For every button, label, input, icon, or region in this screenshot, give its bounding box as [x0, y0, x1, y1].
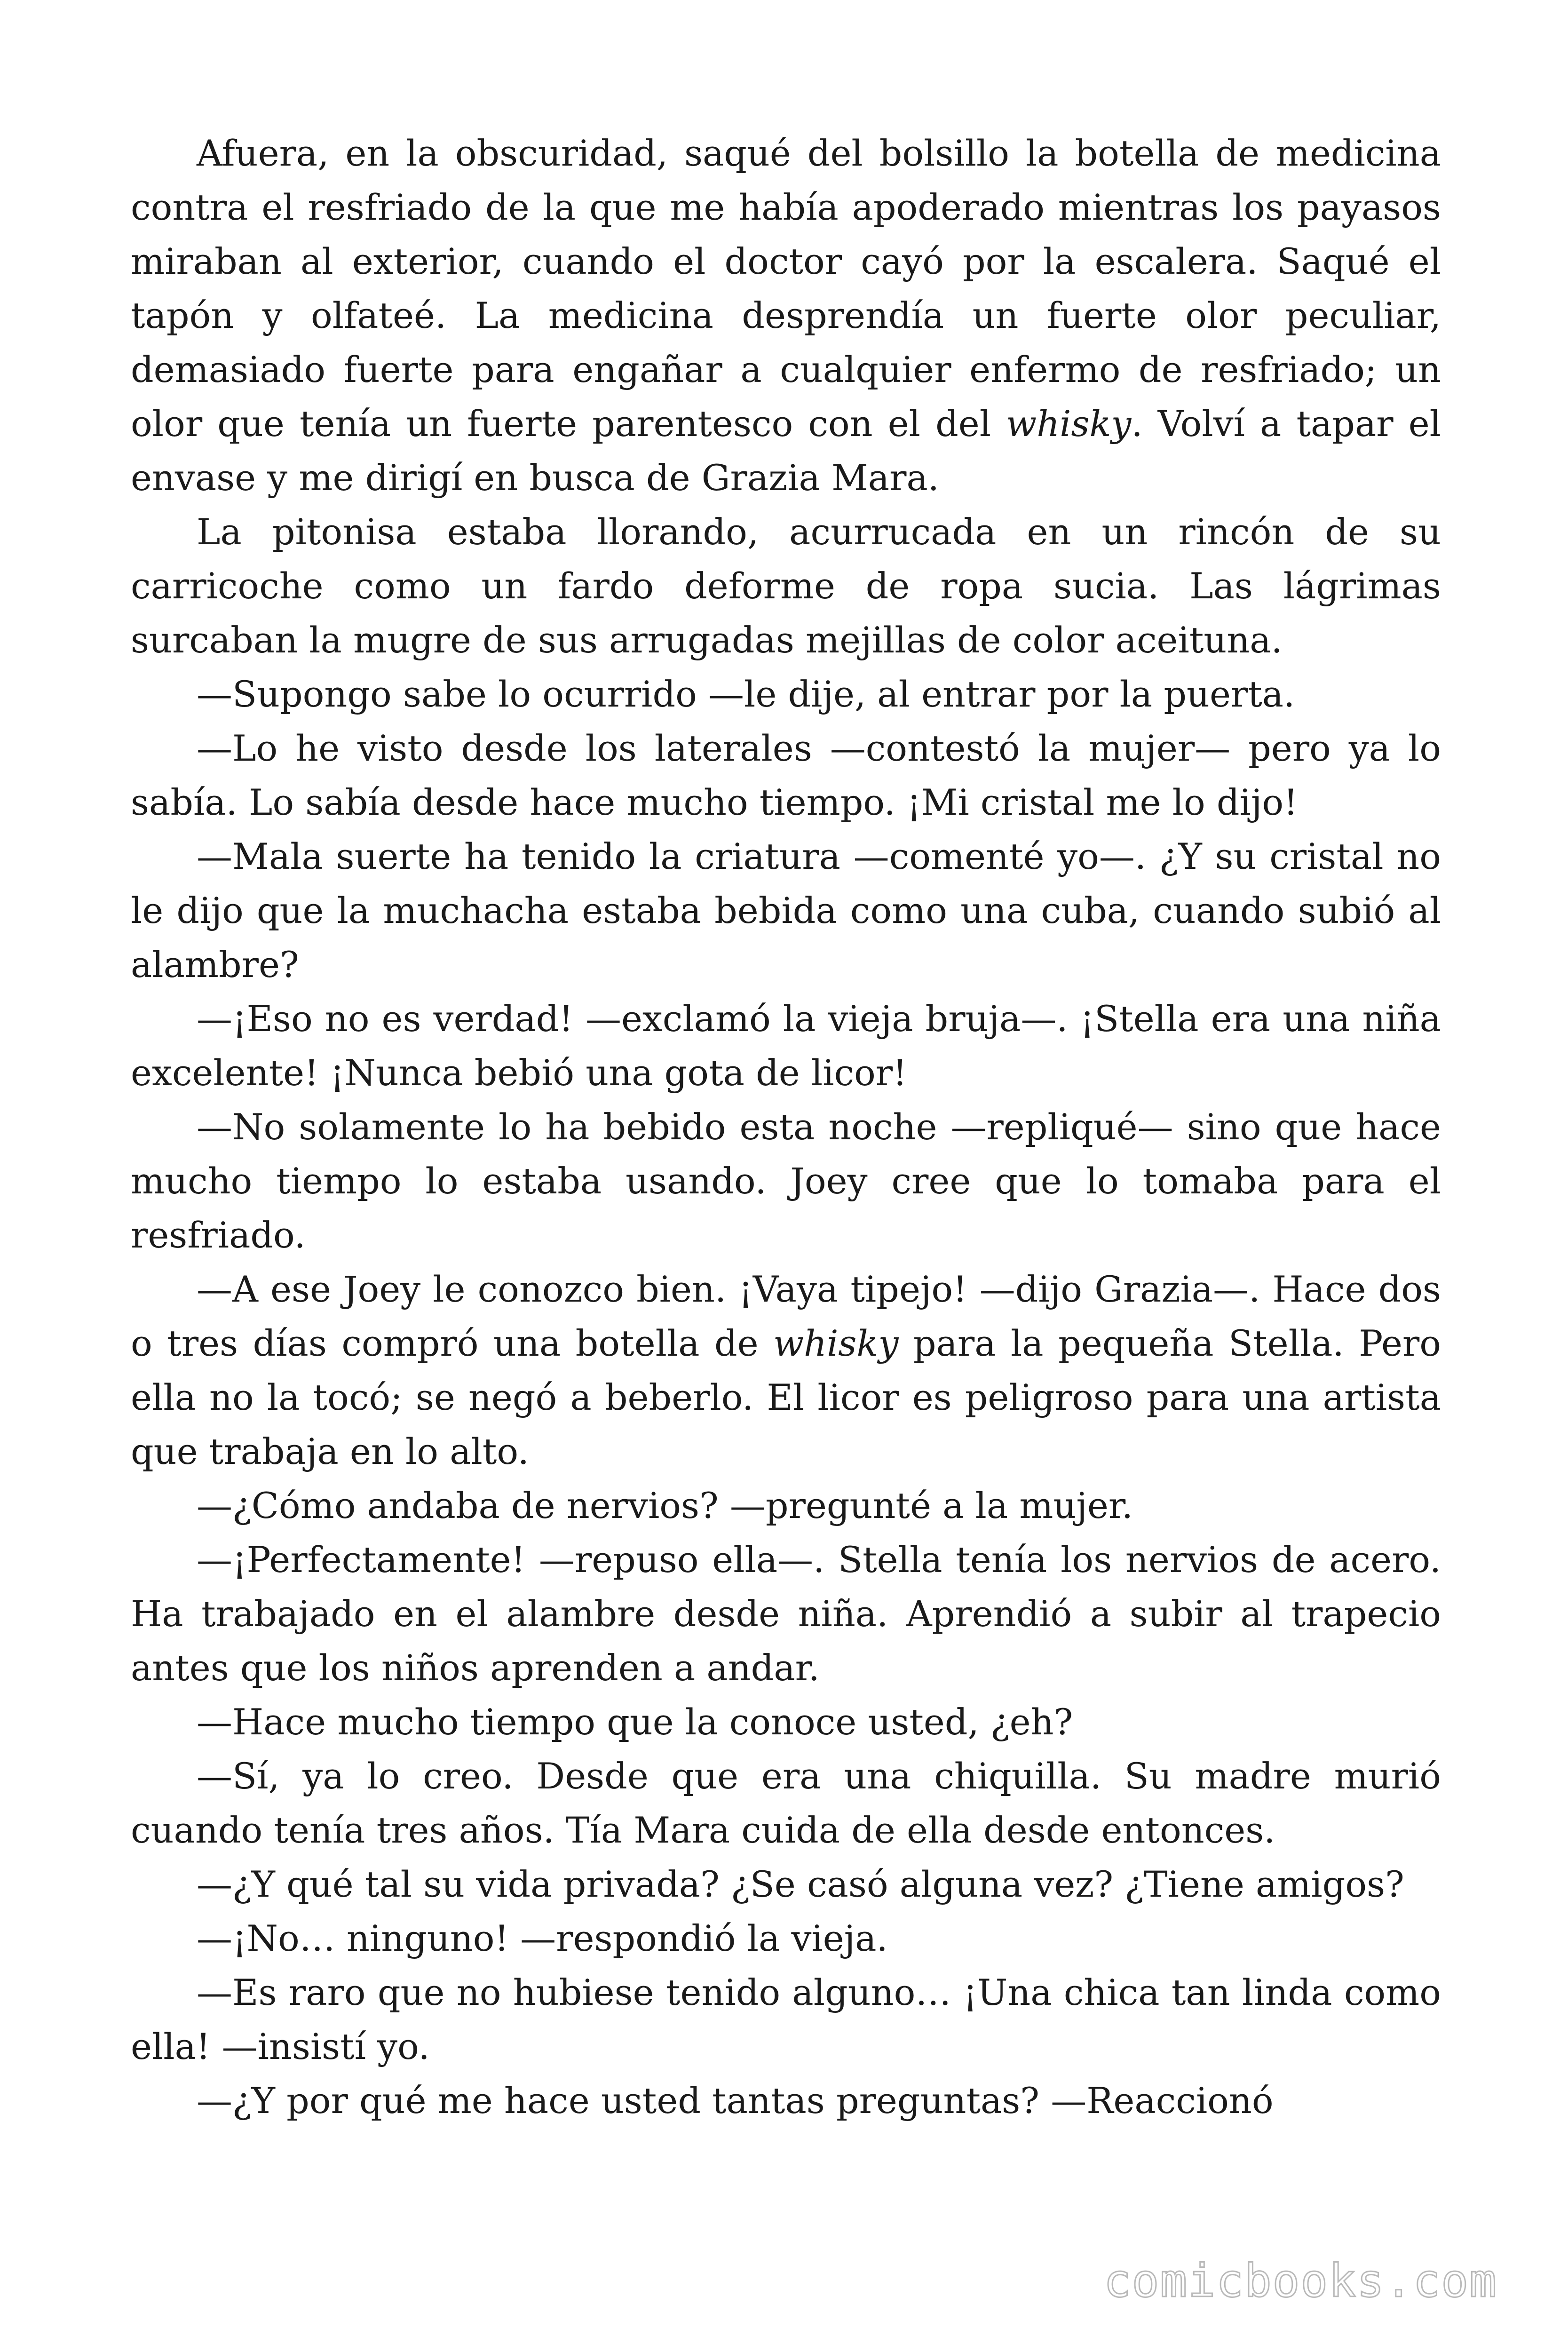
paragraph-text: . Volví a tapar el envase y me dirigí en busca de Grazia Mara.: [131, 403, 1441, 499]
paragraph-text: —¿Cómo andaba de nervios? —pregunté a la mujer.: [197, 1485, 1133, 1526]
paragraph-text: —Es raro que no hubiese tenido alguno… ¡Una chica tan linda como ella! —insistí yo.: [131, 1971, 1441, 2067]
paragraph: [131, 667, 1441, 721]
paragraph-text: —Supongo sabe lo ocurrido —le dije, al entrar por la puerta.: [197, 673, 1295, 715]
paragraph: [131, 505, 1441, 667]
italic-text: whisky: [773, 1322, 899, 1364]
paragraph-text: —Hace mucho tiempo que la conoce usted, ¿eh?: [197, 1701, 1073, 1743]
paragraph-text: —¿Y por qué me hace usted tantas preguntas? —Reaccionó: [197, 2080, 1274, 2122]
paragraph: [131, 1100, 1441, 1262]
paragraph: [131, 721, 1441, 829]
paragraph-text: —No solamente lo ha bebido esta noche —repliqué— sino que hace mucho tiempo lo estaba usando. Joey cree que lo tomaba para el resfriado.: [131, 1106, 1441, 1256]
paragraph: [131, 126, 1441, 505]
paragraph-text: —A ese Joey le conozco bien. ¡Vaya tipejo! —dijo Grazia—. Hace dos o tres días compró una botella de: [131, 1268, 1441, 1364]
paragraph-text: La pitonisa estaba llorando, acurrucada en un rincón de su carricoche como un fardo deforme de ropa sucia. Las lágrimas surcaban la mugre de sus arrugadas mejillas de color aceituna.: [131, 511, 1441, 661]
paragraph: [131, 1749, 1441, 1857]
paragraph: [131, 1695, 1441, 1749]
paragraph: [131, 1262, 1441, 1478]
paragraph-text: —¡Eso no es verdad! —exclamó la vieja bruja—. ¡Stella era una niña excelente! ¡Nunca bebió una gota de licor!: [131, 998, 1441, 1094]
watermark: comicbooks.com: [1103, 2255, 1497, 2307]
paragraph-text: para la pequeña Stella. Pero ella no la tocó; se negó a beberlo. El licor es peligroso para una artista que trabaja en lo alto.: [131, 1322, 1441, 1472]
paragraph-text: —Lo he visto desde los laterales —contestó la mujer— pero ya lo sabía. Lo sabía desde hace mucho tiempo. ¡Mi cristal me lo dijo!: [131, 727, 1441, 823]
paragraph: [131, 1533, 1441, 1695]
paragraph: [131, 2074, 1441, 2128]
paragraph-text: Afuera, en la obscuridad, saqué del bolsillo la botella de medicina contra el resfriado de la que me había apoderado mientras los payasos miraban al exterior, cuando el doctor cayó por la escalera. Saqué el tapón y olfateé. La medicina desprendía un fuerte olor peculiar, demasiado fuerte para engañar a cualquier enfermo de resfriado; un olor que tenía un fuerte parentesco con el del: [131, 132, 1441, 445]
italic-text: whisky: [1006, 403, 1132, 445]
paragraph: [131, 829, 1441, 992]
paragraph-text: —Mala suerte ha tenido la criatura —comenté yo—. ¿Y su cristal no le dijo que la muchacha estaba bebida como una cuba, cuando subió al alambre?: [131, 835, 1441, 985]
paragraph-text: —¡Perfectamente! —repuso ella—. Stella tenía los nervios de acero. Ha trabajado en el alambre desde niña. Aprendió a subir al trapecio antes que los niños aprenden a andar.: [131, 1539, 1441, 1689]
paragraph: [131, 1911, 1441, 1965]
paragraph-text: —¡No… ninguno! —respondió la vieja.: [197, 1917, 888, 1959]
paragraph-text: —Sí, ya lo creo. Desde que era una chiquilla. Su madre murió cuando tenía tres años. Tía Mara cuida de ella desde entonces.: [131, 1755, 1441, 1851]
paragraph-text: —¿Y qué tal su vida privada? ¿Se casó alguna vez? ¿Tiene amigos?: [197, 1863, 1404, 1905]
paragraph: [131, 992, 1441, 1100]
body-text: [131, 126, 1441, 2128]
paragraph: [131, 1965, 1441, 2074]
paragraph: [131, 1857, 1441, 1911]
paragraph: [131, 1478, 1441, 1533]
